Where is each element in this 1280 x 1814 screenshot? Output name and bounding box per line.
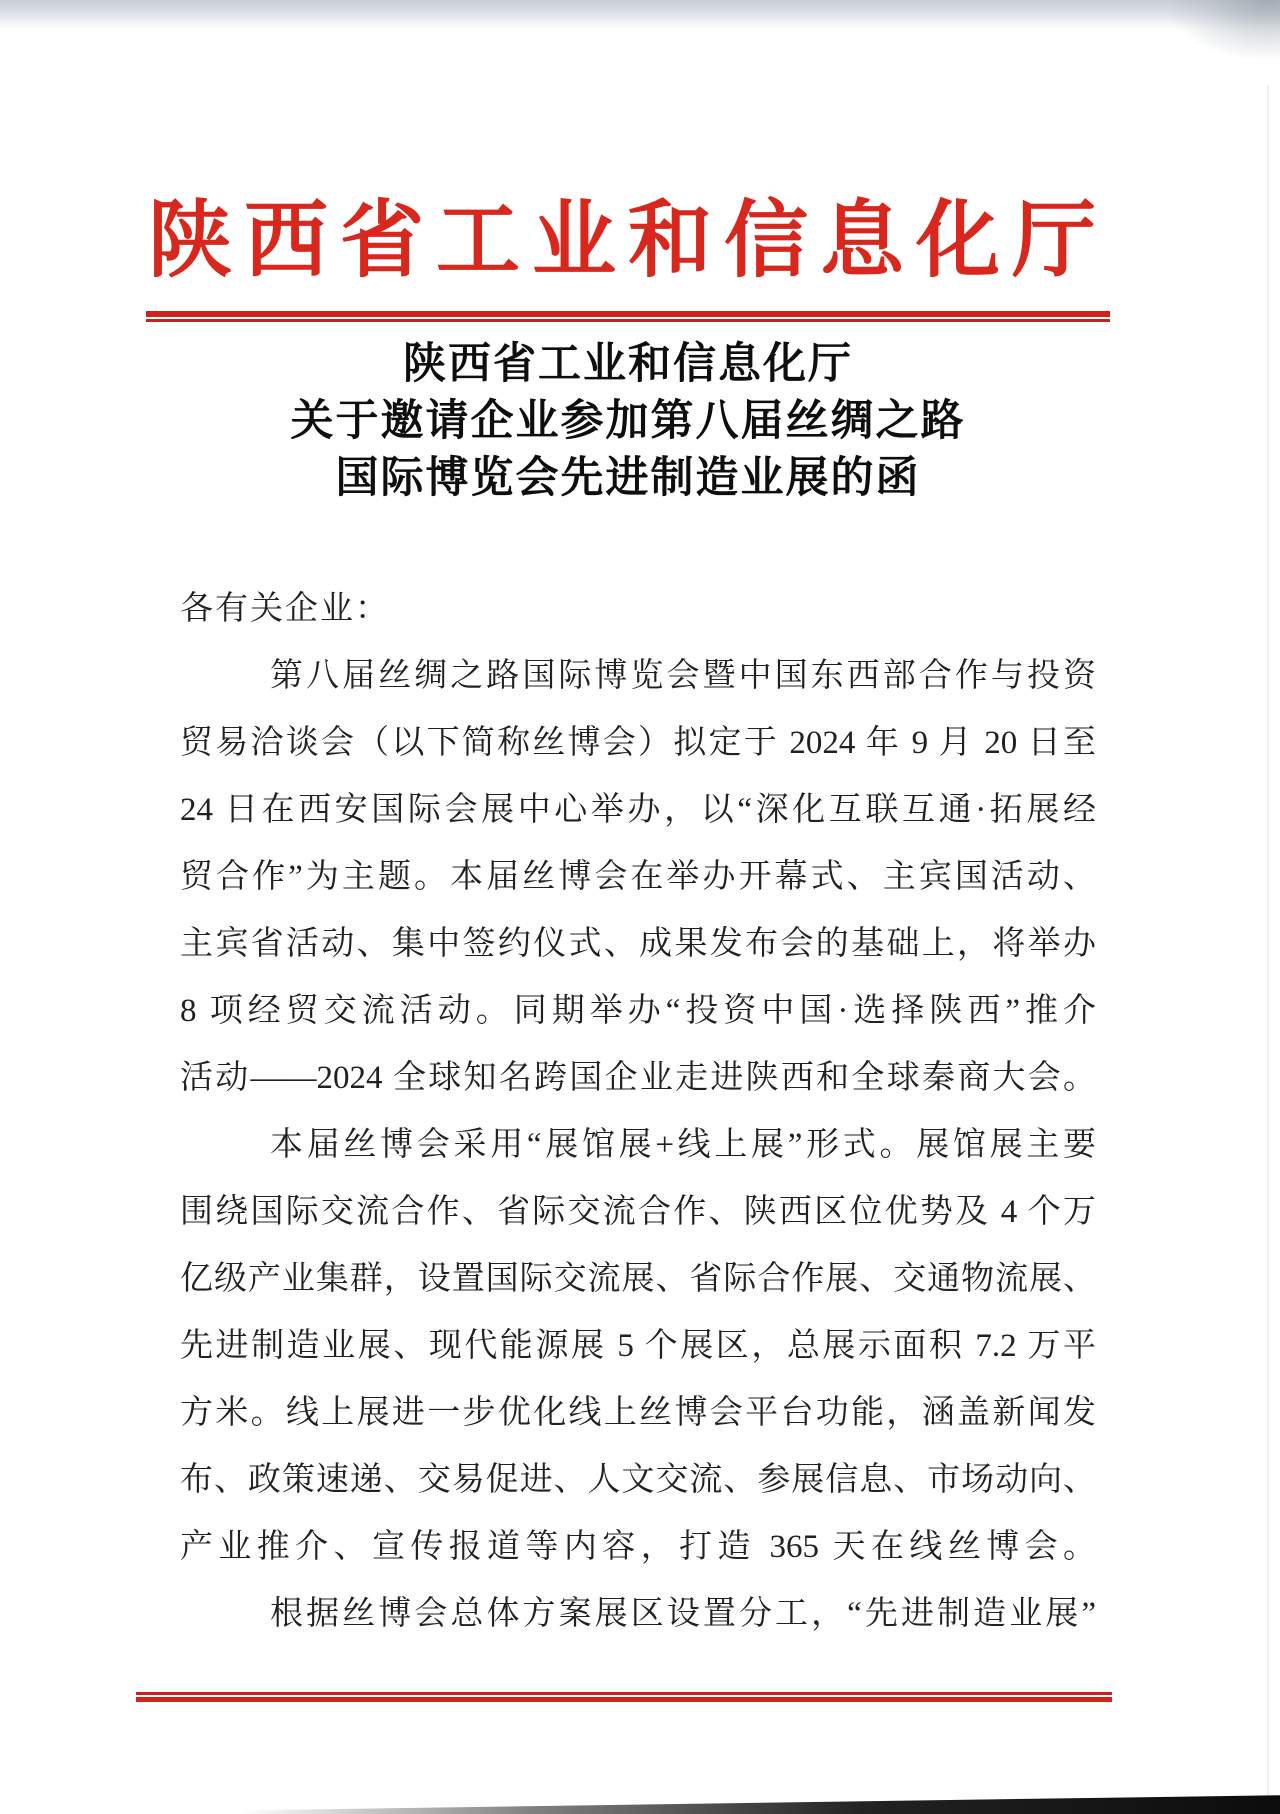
- body-line: 围绕国际交流合作、省际交流合作、陕西区位优势及 4 个万: [180, 1194, 1096, 1230]
- divider-thick-line: [136, 1697, 1112, 1702]
- body-line: 根据丝博会总体方案展区设置分工，“先进制造业展”: [270, 1596, 1096, 1632]
- scan-artifact-right-edge-line: [1267, 85, 1269, 1800]
- letterhead-divider-rule: [146, 311, 1110, 322]
- body-line: 24 日在西安国际会展中心举办，以“深化互联互通·拓展经: [180, 792, 1096, 828]
- body-line: 贸合作”为主题。本届丝博会在举办开幕式、主宾国活动、: [180, 859, 1096, 895]
- scan-artifact-top-band: [0, 0, 1280, 30]
- document-title-line-3: 国际博览会先进制造业展的函: [335, 455, 921, 502]
- body-line: 本届丝博会采用“展馆展+线上展”形式。展馆展主要: [270, 1127, 1096, 1163]
- body-line: 产业推介、宣传报道等内容，打造 365 天在线丝博会。: [180, 1529, 1096, 1565]
- letter-body: [180, 576, 1096, 1648]
- salutation: 各有关企业：: [180, 591, 390, 627]
- document-title-line-1: 陕西省工业和信息化厅: [403, 341, 853, 388]
- divider-thin-line: [146, 319, 1110, 322]
- body-line: 亿级产业集群，设置国际交流展、省际合作展、交通物流展、: [180, 1261, 1096, 1297]
- body-line: 先进制造业展、现代能源展 5 个展区，总展示面积 7.2 万平: [180, 1328, 1096, 1364]
- scan-artifact-top-right-corner: [1170, 0, 1280, 58]
- document-title-line-2: 关于邀请企业参加第八届丝绸之路: [290, 398, 966, 445]
- letterhead-agency-name: 陕西省工业和信息化厅: [147, 195, 1108, 288]
- document-title: [146, 336, 1110, 507]
- body-line: 布、政策速递、交易促进、人文交流、参展信息、市场动向、: [180, 1462, 1096, 1498]
- body-line: 主宾省活动、集中签约仪式、成果发布会的基础上，将举办: [180, 926, 1096, 962]
- footer-divider-rule: [136, 1692, 1112, 1702]
- body-line: 第八届丝绸之路国际博览会暨中国东西部合作与投资: [270, 658, 1096, 694]
- body-line: 8 项经贸交流活动。同期举办“投资中国·选择陕西”推介: [180, 993, 1096, 1029]
- body-line: 活动——2024 全球知名跨国企业走进陕西和全球秦商大会。: [180, 1060, 1096, 1096]
- scan-artifact-bottom-shadow: [240, 1794, 1280, 1814]
- body-line: 方米。线上展进一步优化线上丝博会平台功能，涵盖新闻发: [180, 1395, 1096, 1431]
- body-line: 贸易洽谈会（以下简称丝博会）拟定于 2024 年 9 月 20 日至: [180, 725, 1096, 761]
